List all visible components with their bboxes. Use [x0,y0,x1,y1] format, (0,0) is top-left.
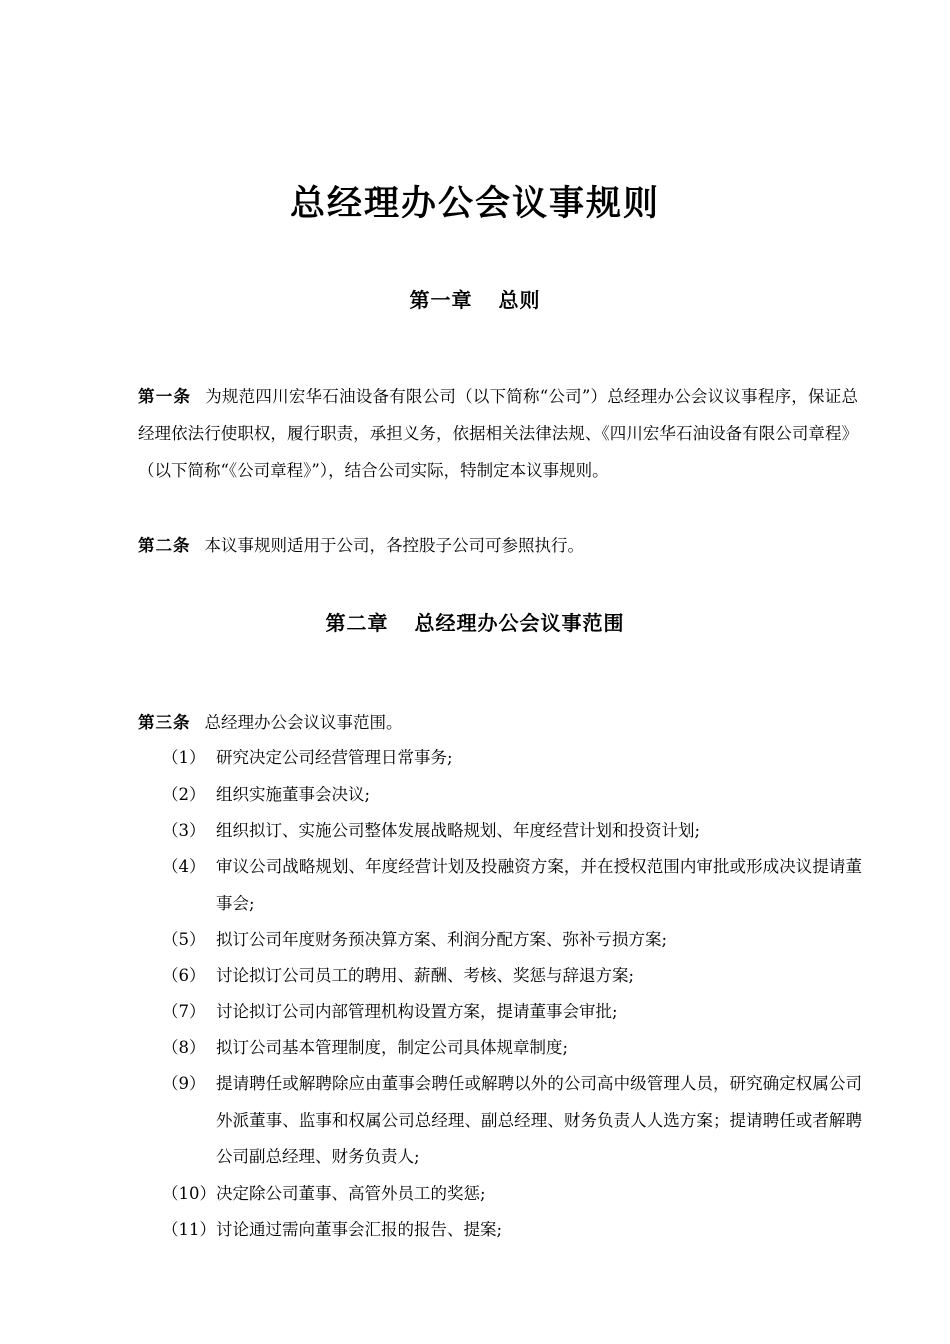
list-item [162,1212,862,1249]
list-item [162,777,862,814]
item-number: （8） [162,1038,206,1057]
item-number: （7） [162,1002,206,1021]
item-number: （9） [162,1074,206,1093]
article-label: 第二条 [138,536,191,555]
item-number: （1） [162,748,206,767]
item-text: 组织实施董事会决议; [216,785,371,804]
list-item [162,994,862,1031]
list-item [162,958,862,995]
article-1 [138,378,858,489]
item-text: 讨论拟订公司内部管理机构设置方案，提请董事会审批; [216,1002,618,1021]
item-number: （6） [162,966,206,985]
item-number: （11） [162,1220,216,1239]
item-text: 决定除公司董事、高管外员工的奖惩; [216,1184,486,1203]
article-text: 为规范四川宏华石油设备有限公司（以下简称“公司”）总经理办公会议议事程序，保证总经理依法行使职权，履行职责，承担义务，依据相关法律法规、《四川宏华石油设备有限公司章程》（以下简称“《公司章程》”），结合公司实际，特制定本议事规则。 [138,387,858,480]
item-text: 讨论通过需向董事会汇报的报告、提案; [216,1220,503,1239]
document-title: 总经理办公会议事规则 [289,184,660,224]
item-text: 提请聘任或解聘除应由董事会聘任或解聘以外的公司高中级管理人员，研究确定权属公司外派董事、监事和权属公司总经理、副总经理、财务负责人人选方案；提请聘任或者解聘公司副总经理、财务负责人; [216,1074,862,1166]
list-item [162,1176,862,1213]
list-item [162,1030,862,1067]
article-text: 总经理办公会议议事范围。 [204,713,403,732]
chapter-number: 第一章 [409,288,473,312]
item-number: （3） [162,821,206,840]
article-label: 第一条 [138,387,192,406]
article-label: 第三条 [138,713,191,732]
item-text: 讨论拟订公司员工的聘用、薪酬、考核、奖惩与辞退方案; [216,966,635,985]
article-3 [138,704,858,741]
list-item [162,849,862,922]
chapter-name: 总经理办公会议事范围 [414,611,625,635]
item-text: 拟订公司基本管理制度，制定公司具体规章制度; [216,1038,569,1057]
item-text: 审议公司战略规划、年度经营计划及投融资方案，并在授权范围内审批或形成决议提请董事会; [216,857,862,913]
item-number: （10） [162,1184,216,1203]
item-text: 组织拟订、实施公司整体发展战略规划、年度经营计划和投资计划; [216,821,701,840]
article-2 [138,527,858,564]
item-text: 研究决定公司经营管理日常事务; [216,748,453,767]
item-number: （2） [162,785,206,804]
list-item [162,813,862,850]
item-number: （4） [162,857,206,876]
item-number: （5） [162,930,206,949]
article-text: 本议事规则适用于公司，各控股子公司可参照执行。 [204,536,584,555]
list-item [162,922,862,959]
list-item [162,1066,862,1176]
item-text: 拟订公司年度财务预决算方案、利润分配方案、弥补亏损方案; [216,930,668,949]
chapter-heading-1 [0,284,950,313]
list-item [162,740,862,777]
chapter-name: 总则 [498,288,541,312]
chapter-heading-2 [0,607,950,636]
chapter-number: 第二章 [325,611,389,635]
